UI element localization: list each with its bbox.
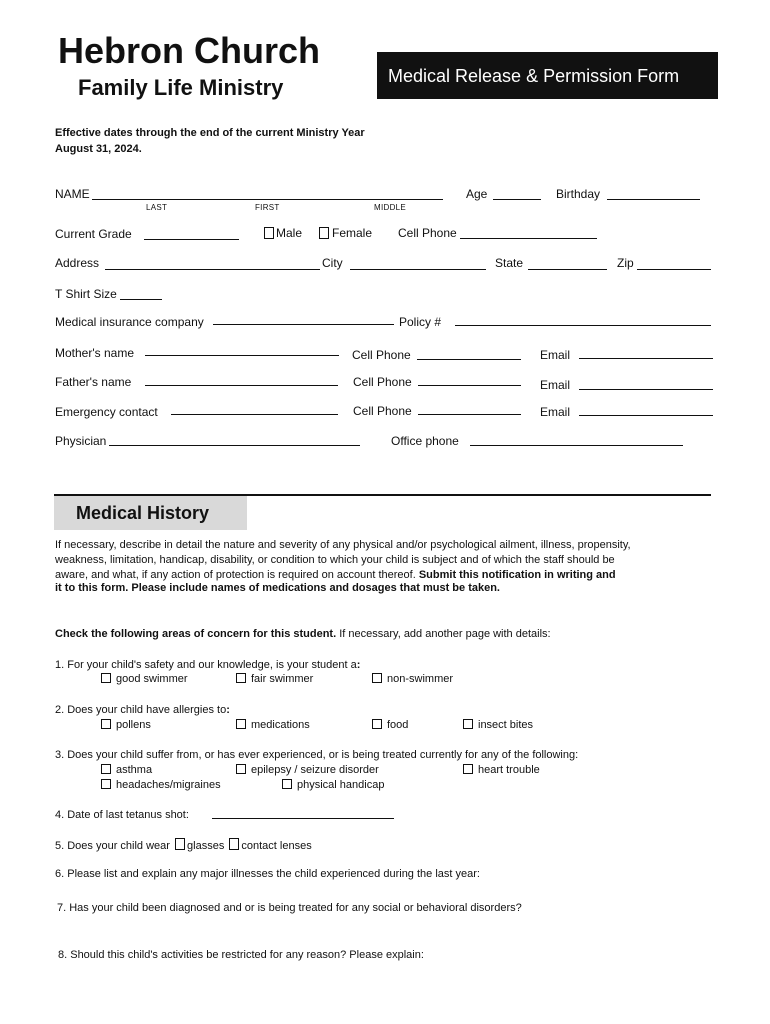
mother-label: Mother's name [55,346,134,360]
tshirt-label: T Shirt Size [55,287,117,301]
city-label: City [322,256,343,270]
checkbox-icon[interactable] [101,673,111,683]
medical-history-heading: Medical History [76,503,210,523]
mother-cell-field[interactable] [417,359,521,360]
address-field[interactable] [105,269,320,270]
q2-option-label: food [387,719,409,731]
q1-option-fair-swimmer[interactable] [236,673,313,685]
checkbox-icon[interactable] [236,719,246,729]
q2-option-label: pollens [116,719,151,731]
emergency-email-field[interactable] [579,415,713,416]
check-instructions-bold: Check the following areas of concern for this student. [55,628,337,640]
city-field[interactable] [350,269,486,270]
father-field[interactable] [145,385,338,386]
form-title: Medical Release & Permission Form [388,66,680,86]
father-email-label: Email [540,378,571,392]
age-label: Age [466,187,488,201]
q3-option-epilepsy[interactable] [236,764,379,776]
q3-option-physical-handicap[interactable] [282,779,384,791]
q3-option-label: heart trouble [478,764,540,776]
emergency-cell-field[interactable] [418,414,521,415]
zip-field[interactable] [637,269,711,270]
policy-field[interactable] [455,325,711,326]
office-phone-label: Office phone [391,434,459,448]
q2-option-label: medications [251,719,310,731]
father-cell-field[interactable] [418,385,521,386]
emergency-label: Emergency contact [55,405,158,419]
female-checkbox[interactable] [319,227,329,239]
medical-para-3 [55,569,616,581]
contact-lenses-checkbox[interactable] [229,838,239,850]
q3-option-asthma[interactable] [101,764,152,776]
question-2-text: 2. Does your child have allergies to [55,704,227,716]
checkbox-icon[interactable] [236,764,246,774]
age-field[interactable] [493,199,541,200]
emergency-email-label: Email [540,405,571,419]
checkbox-icon[interactable] [282,779,292,789]
medical-para-3a: aware, and what, if any action of protection is required on account thereof. [55,569,416,581]
question-1-colon: : [356,659,361,671]
question-1-text: 1. For your child's safety and our knowledge, is your student a [55,659,357,671]
question-4: 4. Date of last tetanus shot: [55,809,189,821]
medical-para-3b: Submit this notification in writing and [418,569,616,581]
office-phone-field[interactable] [470,445,683,446]
mother-field[interactable] [145,355,339,356]
checkbox-icon[interactable] [372,673,382,683]
checkbox-icon[interactable] [101,779,111,789]
medical-para-1: If necessary, describe in detail the nature and severity of any physical and/or psychological ailment, illness, propensity, [55,539,631,551]
contact-lenses-label: contact lenses [241,840,312,852]
name-field[interactable] [92,199,443,200]
physician-label: Physician [55,434,107,448]
male-checkbox[interactable] [264,227,274,239]
question-1 [55,659,360,671]
question-2 [55,704,230,716]
tshirt-field[interactable] [120,299,162,300]
middle-label: MIDDLE [374,203,407,212]
question-5-text: 5. Does your child wear [55,840,170,852]
check-instructions [55,628,551,640]
checkbox-icon[interactable] [463,764,473,774]
q3-option-label: epilepsy / seizure disorder [251,764,379,776]
cell-phone-field[interactable] [460,238,597,239]
cell-phone-label: Cell Phone [398,226,457,240]
question-5 [55,838,312,852]
q3-option-label: headaches/migraines [116,779,221,791]
q2-option-pollens[interactable] [101,719,151,731]
glasses-label: glasses [187,840,225,852]
check-instructions-rest: If necessary, add another page with details: [339,628,551,640]
q2-option-medications[interactable] [236,719,310,731]
q2-option-insect-bites[interactable] [463,719,533,731]
grade-label: Current Grade [55,227,132,241]
q1-option-non-swimmer[interactable] [372,673,453,685]
policy-label: Policy # [399,315,442,329]
glasses-checkbox[interactable] [175,838,185,850]
question-6: 6. Please list and explain any major illnesses the child experienced during the last year: [55,868,480,880]
medical-para-2: weakness, limitation, handicap, disability, or condition to which your child is subject and of which the staff should be [55,554,615,566]
q2-option-food[interactable] [372,719,408,731]
state-label: State [495,256,524,270]
father-email-field[interactable] [579,389,713,390]
first-label: FIRST [255,203,280,212]
father-label: Father's name [55,375,132,389]
checkbox-icon[interactable] [463,719,473,729]
birthday-field[interactable] [607,199,700,200]
question-8: 8. Should this child's activities be restricted for any reason? Please explain: [58,949,424,961]
emergency-field[interactable] [171,414,338,415]
tetanus-date-field[interactable] [212,818,394,819]
zip-label: Zip [617,256,634,270]
name-label: NAME [55,187,90,201]
grade-field[interactable] [144,239,239,240]
father-cell-label: Cell Phone [353,375,412,389]
q1-option-label: non-swimmer [387,673,454,685]
emergency-cell-label: Cell Phone [353,404,412,418]
medical-para-4: it to this form. Please include names of medications and dosages that must be taken. [55,582,500,594]
address-label: Address [55,256,100,270]
q3-option-heart-trouble[interactable] [463,764,540,776]
q3-option-label: physical handicap [297,779,385,791]
last-label: LAST [146,203,168,212]
mother-email-label: Email [540,348,571,362]
q3-option-label: asthma [116,764,153,776]
checkbox-icon[interactable] [236,673,246,683]
question-3: 3. Does your child suffer from, or has ever experienced, or is being treated currently for any of the following: [55,749,579,761]
ministry-name: Family Life Ministry [78,75,284,100]
physician-field[interactable] [109,445,360,446]
male-label: Male [276,226,303,240]
checkbox-icon[interactable] [101,719,111,729]
insurance-label: Medical insurance company [55,315,204,329]
q3-option-headaches[interactable] [101,779,221,791]
effective-line-1: Effective dates through the end of the current Ministry Year [55,127,365,139]
q2-option-label: insect bites [478,719,534,731]
mother-cell-label: Cell Phone [352,348,411,362]
birthday-label: Birthday [556,187,601,201]
checkbox-icon[interactable] [372,719,382,729]
checkbox-icon[interactable] [101,764,111,774]
q1-option-good-swimmer[interactable] [101,673,188,685]
effective-line-2: August 31, 2024. [55,143,142,155]
insurance-field[interactable] [213,324,394,325]
q1-option-label: good swimmer [116,673,188,685]
q1-option-label: fair swimmer [251,673,314,685]
church-name: Hebron Church [58,30,321,71]
female-label: Female [332,226,373,240]
state-field[interactable] [528,269,607,270]
mother-email-field[interactable] [579,358,713,359]
question-7: 7. Has your child been diagnosed and or is being treated for any social or behavioral disorders? [57,902,522,914]
question-2-colon: : [226,704,230,716]
